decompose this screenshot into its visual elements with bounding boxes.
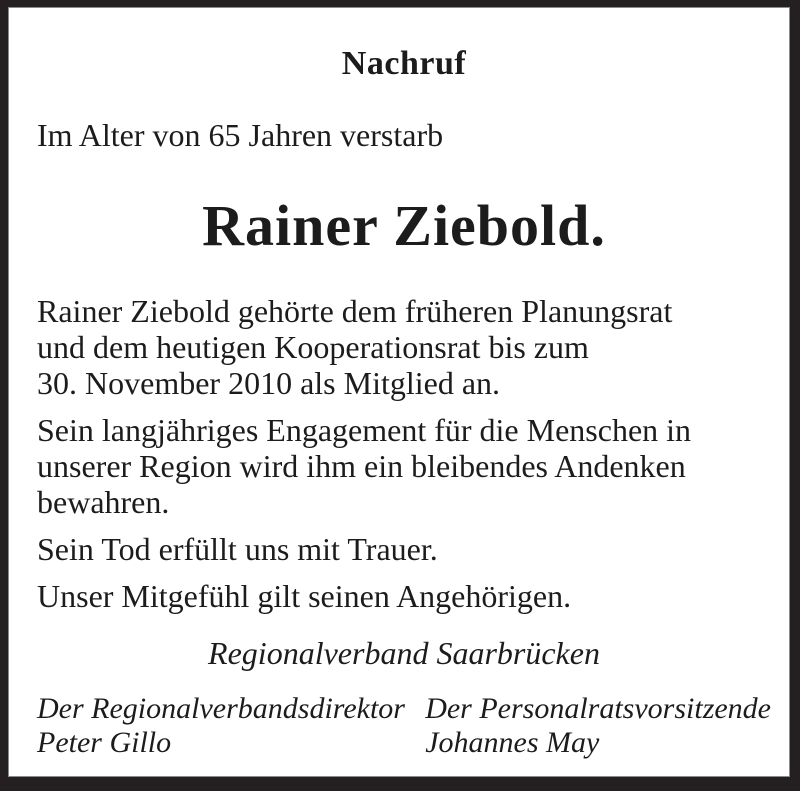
signature-right <box>425 692 771 760</box>
obituary-notice <box>8 7 790 777</box>
paragraph-engagement: Sein langjähriges Engagement für die Menschen in unserer Region wird ihm ein bleibendes Andenken bewahren. <box>37 412 692 521</box>
notice-heading: Nachruf <box>341 45 467 82</box>
paragraph-condolence: Unser Mitgefühl gilt seinen Angehörigen. <box>37 578 572 615</box>
paragraph-grief: Sein Tod erfüllt uns mit Trauer. <box>37 531 438 568</box>
deceased-name: Rainer Ziebold. <box>202 192 606 258</box>
signature-left-name: Peter Gillo <box>37 725 172 759</box>
signature-row <box>37 692 771 760</box>
organization-name: Regionalverband Saarbrücken <box>208 635 600 672</box>
signature-right-title: Der Personalratsvorsitzende <box>425 691 771 725</box>
signature-left-title: Der Regionalverbandsdirektor <box>37 691 405 725</box>
intro-line: Im Alter von 65 Jahren verstarb <box>37 116 444 153</box>
signature-left <box>37 692 405 760</box>
paragraph-membership: Rainer Ziebold gehörte dem früheren Planungsrat und dem heutigen Kooperationsrat bis zum 30. November 2010 als Mitglied an. <box>37 293 673 402</box>
signature-right-name: Johannes May <box>425 725 600 759</box>
